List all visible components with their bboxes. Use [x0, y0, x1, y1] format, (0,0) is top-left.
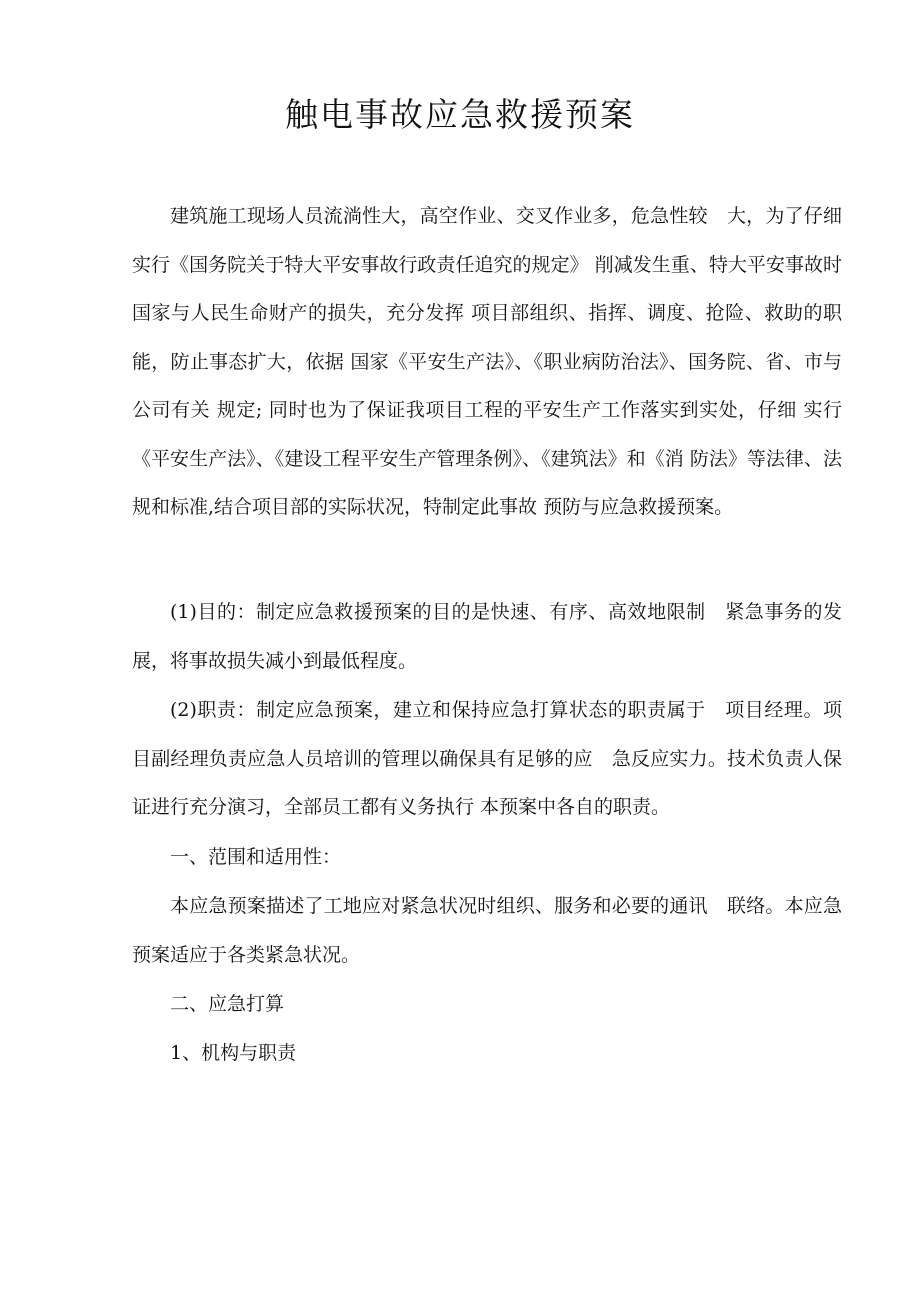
intro-paragraph: 建筑施工现场人员流淌性大，高空作业、交叉作业多，危急性较 大，为了仔细实行《国务院关于特大平安事故行政责任追究的规定》 削减发生重、特大平安事故时国家与人民生命财产的损失，充分发挥 项目部组织、指挥、调度、抢险、救助的职能，防止事态扩大，依据 国家《平安生产法》、《职业病防治法》、国务院、省、市与公司有关 规定; 同时也为了保证我项目工程的平安生产工作落实到实处，仔细 实行《平安生产法》、《建设工程平安生产管理条例》、《建筑法》和《消 防法》等法律、法规和标准,结合项目部的实际状况，特制定此事故 预防与应急救援预案。 [132, 205, 842, 518]
document-title: 触电事故应急救援预案 [285, 95, 635, 134]
scope-paragraph: 本应急预案描述了工地应对紧急状况时组织、服务和必要的通讯 联络。本应急预案适应于各类紧急状况。 [132, 895, 842, 966]
plan-heading: 二、应急打算 [170, 993, 285, 1015]
org-heading: 1、机构与职责 [170, 1042, 297, 1064]
duty-paragraph: (2)职责：制定应急预案，建立和保持应急打算状态的职责属于 项目经理。项目副经理负责应急人员培训的管理以确保具有足够的应 急反应实力。技术负责人保证进行充分演习，全部员工都有义务执行 本预案中各自的职责。 [132, 699, 842, 818]
purpose-paragraph: (1)目的：制定应急救援预案的目的是快速、有序、高效地限制 紧急事务的发展，将事故损失减小到最低程度。 [132, 601, 842, 672]
scope-heading: 一、范围和适用性： [170, 846, 342, 868]
